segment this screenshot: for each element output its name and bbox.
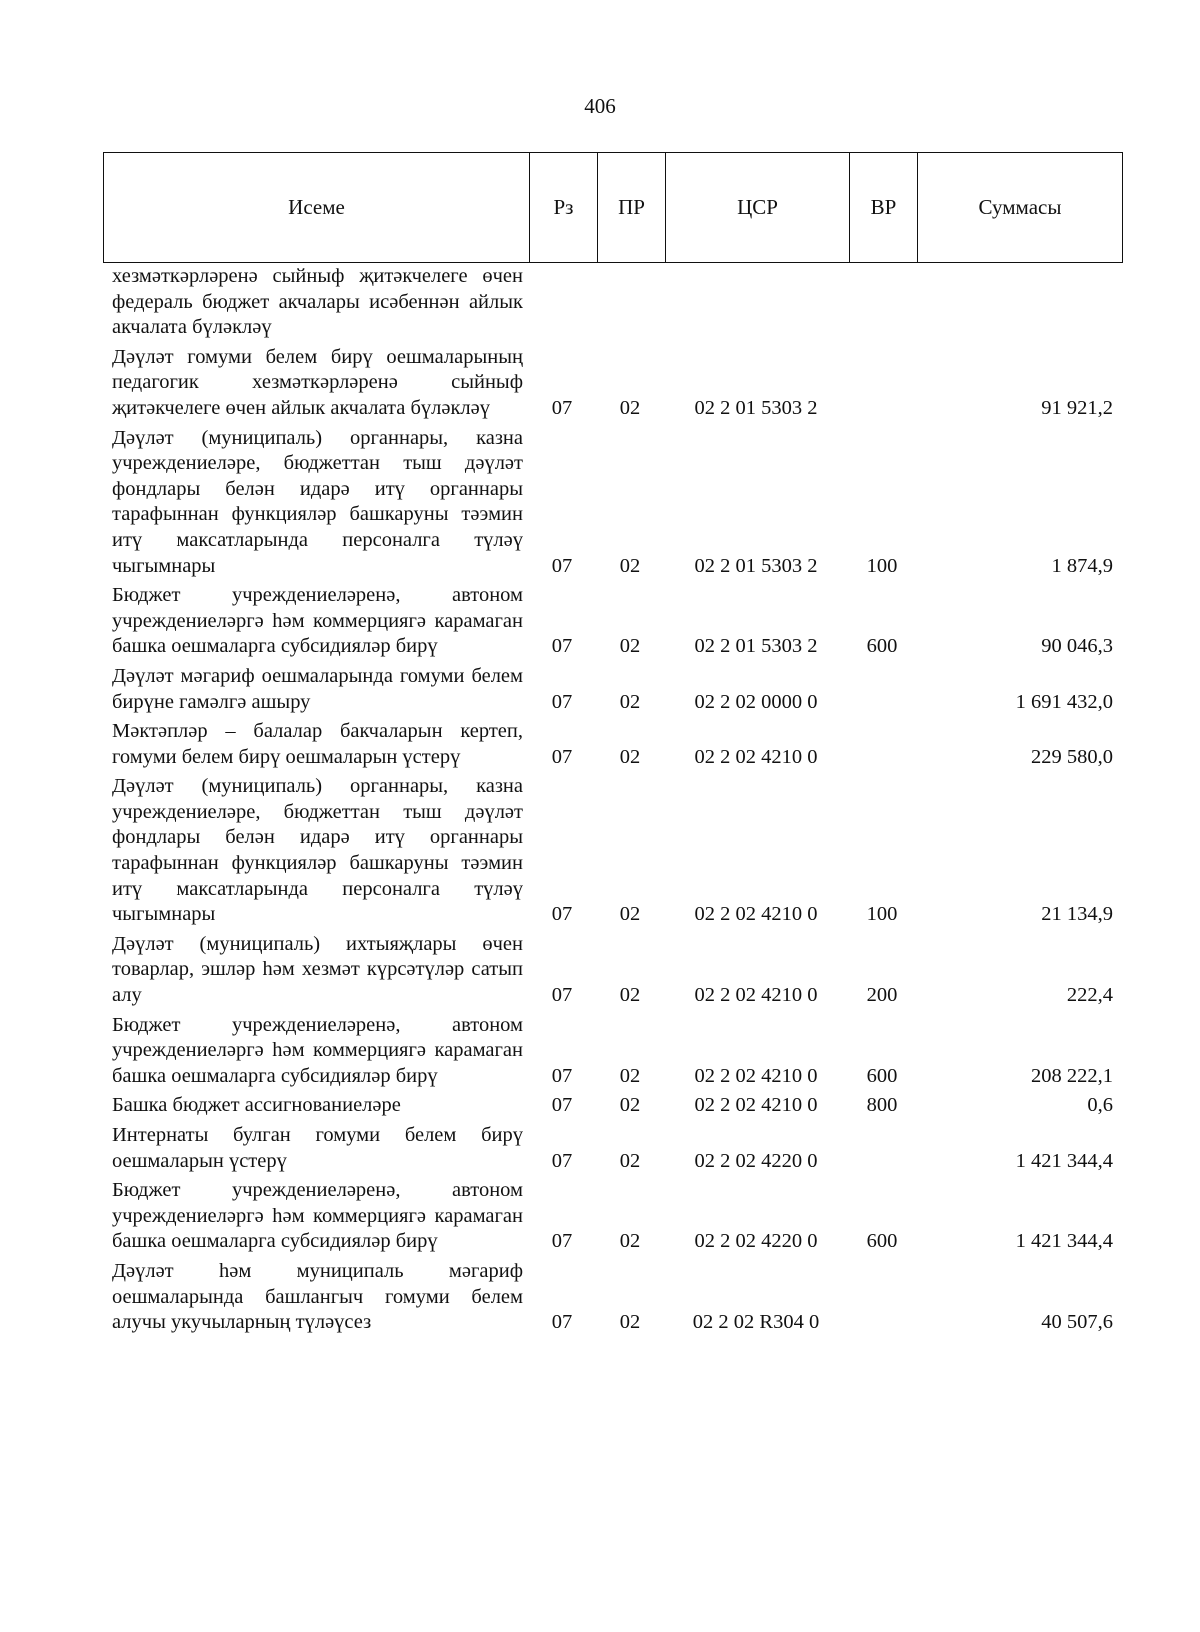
table-row [103,932,1123,1009]
row-pr: 02 [619,1230,641,1253]
row-sum: 229 580,0 [1031,745,1113,768]
row-rz: 07 [551,1311,573,1334]
row-name: Дәүләт мәгариф оешмаларында гомуми белем бирүне гамәлгә ашыру [112,664,523,713]
row-sum: 1 421 344,4 [1015,1230,1113,1253]
table-body [103,264,1123,1340]
table-row [103,264,1123,341]
table-row [103,664,1123,715]
table-row [103,1123,1123,1174]
table-row [103,1013,1123,1090]
row-vr: 800 [866,1094,898,1117]
row-csr: 02 2 02 0000 0 [694,690,818,713]
row-pr: 02 [619,635,641,658]
row-csr: 02 2 02 4210 0 [694,1094,818,1117]
table-header [103,152,1123,263]
header-rz: Рз [529,153,597,262]
row-pr: 02 [619,1094,641,1117]
table-row [103,345,1123,422]
row-name: Дәүләт һәм муниципаль мәгариф оешмаларында башлангыч гомуми белем алучы укучыларның түләүсез [112,1259,523,1334]
row-rz: 07 [551,1094,573,1117]
table-row [103,774,1123,928]
row-vr: 600 [866,1064,898,1087]
row-sum: 0,6 [1087,1094,1113,1117]
table-row [103,719,1123,770]
row-vr: 200 [866,984,898,1007]
table-row [103,1178,1123,1255]
row-sum: 21 134,9 [1041,903,1113,926]
row-name: Башка бюджет ассигнованиеләре [112,1094,401,1117]
row-pr: 02 [619,396,641,419]
row-csr: 02 2 02 4220 0 [694,1230,818,1253]
row-sum: 1 421 344,4 [1015,1149,1113,1172]
page-number: 406 [584,94,616,118]
row-csr: 02 2 02 4210 0 [694,1064,818,1087]
row-sum: 1 691 432,0 [1015,690,1113,713]
row-rz: 07 [551,984,573,1007]
row-vr: 600 [866,1230,898,1253]
row-pr: 02 [619,903,641,926]
row-name: Бюджет учреждениеләренә, автоном учреждениеләргә һәм коммерциягә карамаган башка оешмаларга субсидияләр бирү [112,1179,523,1253]
header-sum: Суммасы [917,153,1122,262]
row-vr: 100 [866,554,898,577]
row-pr: 02 [619,1064,641,1087]
row-csr: 02 2 02 4210 0 [694,745,818,768]
row-sum: 40 507,6 [1041,1311,1113,1334]
row-csr: 02 2 02 R304 0 [692,1311,820,1334]
row-pr: 02 [619,984,641,1007]
row-name: Мәктәпләр – балалар бакчаларын кертеп, гомуми белем бирү оешмаларын үстерү [112,720,523,768]
row-sum: 1 874,9 [1051,554,1113,577]
table-row [103,583,1123,660]
header-name: Исеме [288,195,345,219]
row-rz: 07 [551,1149,573,1172]
row-name: Дәүләт (муниципаль) ихтыяҗлары өчен товарлар, эшләр һәм хезмәт күрсәтүләр сатып алу [112,932,523,1007]
table-row [103,426,1123,580]
row-rz: 07 [551,745,573,768]
row-rz: 07 [551,690,573,713]
header-csr: ЦСР [665,153,849,262]
row-name: Интернаты булган гомуми белем бирү оешмаларын үстерү [112,1124,523,1172]
row-csr: 02 2 01 5303 2 [694,396,818,419]
row-name: Бюджет учреждениеләренә, автоном учреждениеләргә һәм коммерциягә карамаган башка оешмаларга субсидияләр бирү [112,584,523,658]
row-pr: 02 [619,690,641,713]
row-pr: 02 [619,1311,641,1334]
row-name: Дәүләт (муниципаль) органнары, казна учреждениеләре, бюджеттан тыш дәүләт фондлары белән идарә итү органнары тарафыннан функцияләр башкаруны тәэмин итү максатларында персоналга түләү чыгымнары [112,426,523,577]
row-pr: 02 [619,745,641,768]
row-vr: 600 [866,635,898,658]
row-rz: 07 [551,1064,573,1087]
row-csr: 02 2 02 4220 0 [694,1149,818,1172]
table-row [103,1093,1123,1119]
row-sum: 208 222,1 [1031,1064,1113,1087]
row-pr: 02 [619,1149,641,1172]
header-pr: ПР [597,153,665,262]
row-rz: 07 [551,1230,573,1253]
row-sum: 222,4 [1066,984,1113,1007]
row-csr: 02 2 02 4210 0 [694,984,818,1007]
header-vr: ВР [849,153,917,262]
row-rz: 07 [551,554,573,577]
row-name: Бюджет учреждениеләренә, автоном учреждениеләргә һәм коммерциягә карамаган башка оешмаларга субсидияләр бирү [112,1013,523,1087]
row-rz: 07 [551,635,573,658]
row-csr: 02 2 01 5303 2 [694,554,818,577]
row-csr: 02 2 01 5303 2 [694,635,818,658]
row-name: Дәүләт (муниципаль) органнары, казна учреждениеләре, бюджеттан тыш дәүләт фондлары белән идарә итү органнары тарафыннан функцияләр башкаруны тәэмин итү максатларында персоналга түләү чыгымнары [112,775,523,926]
row-name: Дәүләт гомуми белем бирү оешмаларының педагогик хезмәткәрләренә сыйныф җитәкчелеге өчен айлык акчалата бүләкләү [112,345,523,419]
row-rz: 07 [551,903,573,926]
row-rz: 07 [551,396,573,419]
row-name: хезмәткәрләренә сыйныф җитәкчелеге өчен федераль бюджет акчалары исәбеннән айлык акчалата бүләкләү [112,265,523,339]
table-row [103,1259,1123,1336]
row-sum: 91 921,2 [1041,396,1113,419]
row-csr: 02 2 02 4210 0 [694,903,818,926]
row-sum: 90 046,3 [1041,635,1113,658]
row-pr: 02 [619,554,641,577]
row-vr: 100 [866,903,898,926]
